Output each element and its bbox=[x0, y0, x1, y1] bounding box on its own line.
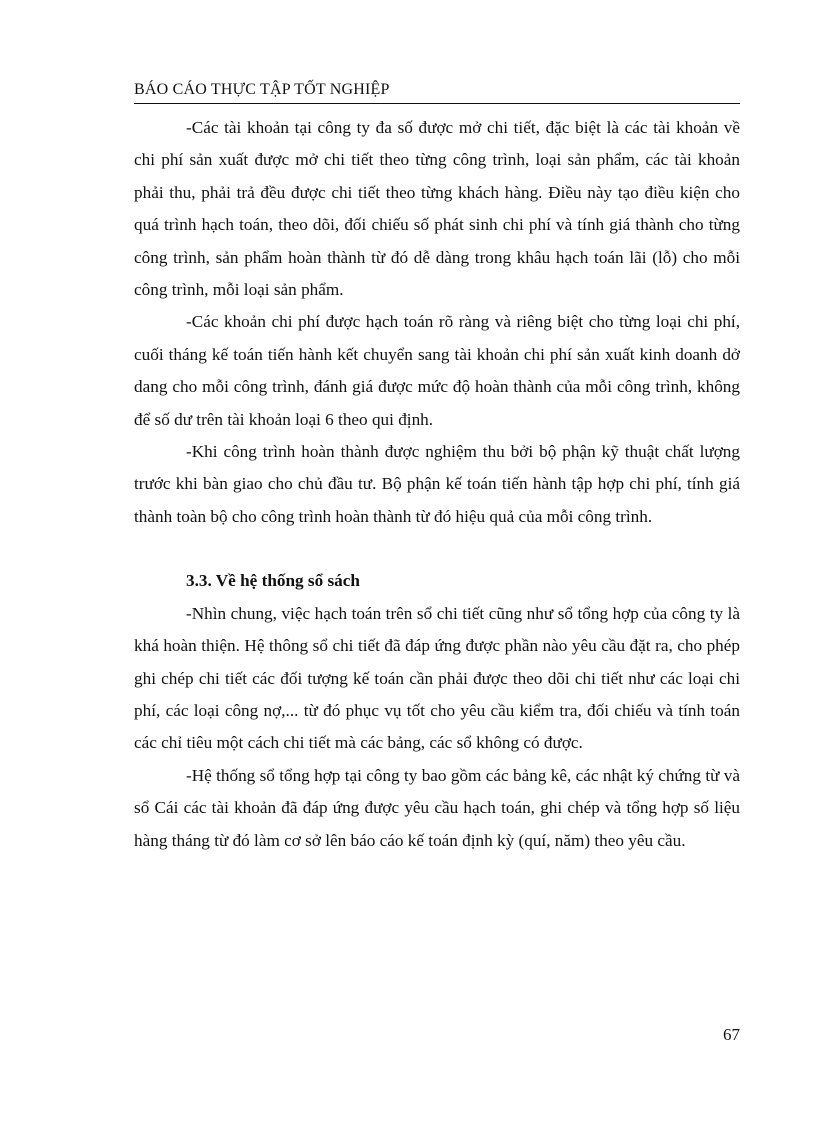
paragraph-cost-accounting: -Các khoản chi phí được hạch toán rõ ràng và riêng biệt cho từng loại chi phí, cuối tháng kế toán tiến hành kết chuyển sang tài khoản chi phí sản xuất kinh doanh dở dang cho mỗi công trình, đánh giá được mức độ hoàn thành của mỗi công trình, không để số dư trên tài khoản loại 6 theo qui định. bbox=[134, 312, 740, 429]
paragraph-general-ledgers: -Hệ thống sổ tổng hợp tại công ty bao gồm các bảng kê, các nhật ký chứng từ và sổ Cái các tài khoản đã đáp ứng được yêu cầu hạch toán, ghi chép và tổng hợp số liệu hàng tháng từ đó làm cơ sở lên báo cáo kế toán định kỳ (quí, năm) theo yêu cầu. bbox=[134, 765, 740, 850]
page-number: 67 bbox=[723, 1025, 740, 1044]
paragraph-accounts-detail: -Các tài khoản tại công ty đa số được mở chi tiết, đặc biệt là các tài khoản về chi phí sản xuất được mở chi tiết theo từng công trình, loại sản phẩm, các tài khoản phải thu, phải trả đều được chi tiết theo từng khách hàng. Điều này tạo điều kiện cho quá trình hạch toán, theo dõi, đối chiếu số phát sinh chi phí và tính giá thành cho từng công trình, sản phẩm hoàn thành từ đó dễ dàng trong khâu hạch toán lãi (lỗ) cho mỗi công trình, mỗi loại sản phẩm. bbox=[134, 118, 740, 300]
running-header: BÁO CÁO THỰC TẬP TỐT NGHIỆP bbox=[134, 80, 740, 104]
section-heading: 3.3. Về hệ thống sổ sách bbox=[186, 571, 360, 591]
document-body bbox=[134, 112, 740, 857]
paragraph-detail-ledgers: -Nhìn chung, việc hạch toán trên sổ chi tiết cũng như sổ tổng hợp của công ty là khá hoàn thiện. Hệ thông sổ chi tiết đã đáp ứng được phần nào yêu cầu đặt ra, cho phép ghi chép chi tiết các đối tượng kế toán cần phải được theo dõi chi tiết như các loại chi phí, các loại công nợ,... từ đó phục vụ tốt cho yêu cầu kiểm tra, đối chiếu và tính toán các chỉ tiêu một cách chi tiết mà các bảng, các sổ không có được. bbox=[134, 603, 740, 753]
paragraph-project-completion: -Khi công trình hoàn thành được nghiệm thu bởi bộ phận kỹ thuật chất lượng trước khi bàn giao cho chủ đầu tư. Bộ phận kế toán tiến hành tập hợp chi phí, tính giá thành toàn bộ cho công trình hoàn thành từ đó hiệu quả của mỗi công trình. bbox=[134, 442, 740, 526]
